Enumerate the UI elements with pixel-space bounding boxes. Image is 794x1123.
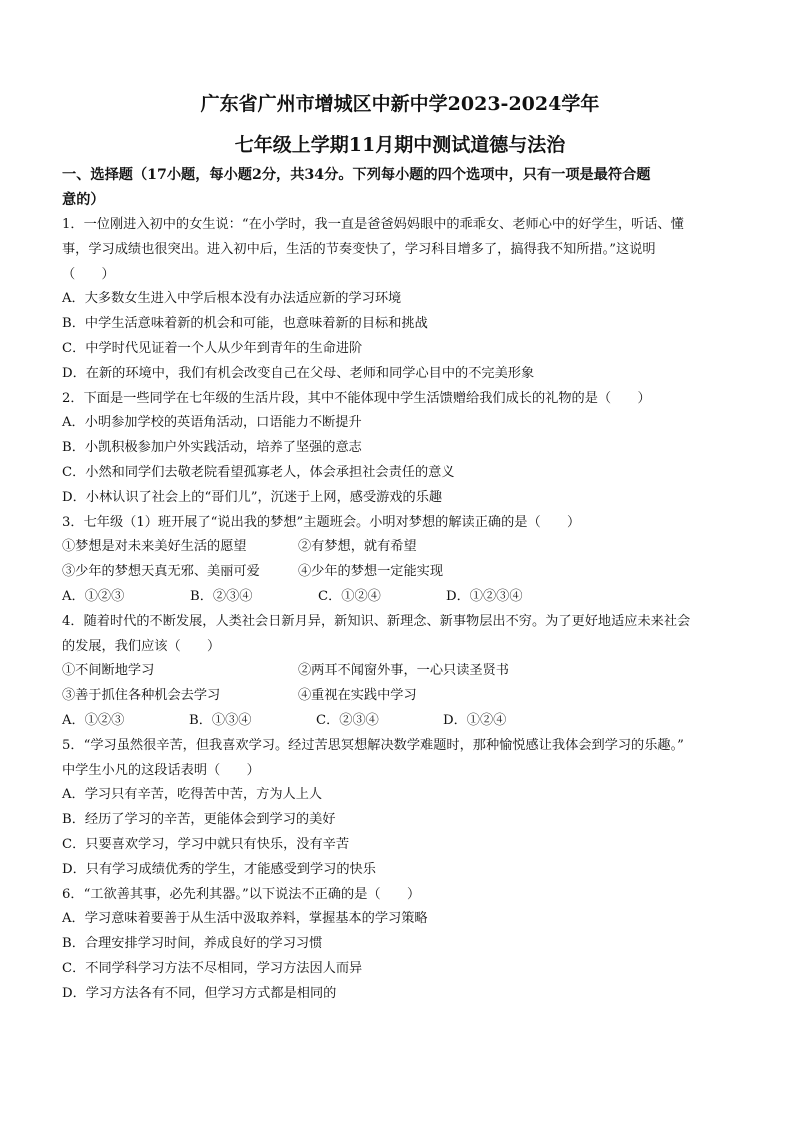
question-3 xyxy=(62,511,738,610)
option-a: A．学习意味着要善于从生活中汲取养料，掌握基本的学习策略 xyxy=(62,911,428,927)
option-c: C．①②④ xyxy=(318,588,381,604)
option-d: D．①②③④ xyxy=(446,588,523,604)
statement-3: ③善于抓住各种机会去学习 xyxy=(62,688,221,704)
options-row xyxy=(62,585,738,610)
statement-1: ①不间断地学习 xyxy=(62,663,155,679)
option-d: D．小林认识了社会上的“哥们儿”，沉迷于上网，感受游戏的乐趣 xyxy=(62,489,443,505)
question-stem: 事，学习成绩也很突出。进入初中后，生活的节奏变快了，学习科目增多了，搞得我不知所措。”这说明 xyxy=(62,241,656,257)
option-b: B．合理安排学习时间，养成良好的学习习惯 xyxy=(62,936,323,952)
option-a: A．大多数女生进入中学后根本没有办法适应新的学习环境 xyxy=(62,291,402,307)
answer-blank: （ ） xyxy=(62,266,115,282)
statement-4: ④重视在实践中学习 xyxy=(298,688,417,704)
statement-1: ①梦想是对未来美好生活的愿望 xyxy=(62,539,247,555)
option-b: B．②③④ xyxy=(190,588,253,604)
option-a: A．①②③ xyxy=(62,588,125,604)
option-c: C．②③④ xyxy=(316,712,379,728)
option-d: D．在新的环境中，我们有机会改变自己在父母、老师和同学心目中的不完美形象 xyxy=(62,365,535,381)
question-6 xyxy=(62,883,738,1007)
statement-4: ④少年的梦想一定能实现 xyxy=(298,564,444,580)
exam-page xyxy=(62,92,738,1007)
option-a: A．学习只有辛苦，吃得苦中苦，方为人上人 xyxy=(62,787,323,803)
question-stem: 5．“学习虽然很辛苦，但我喜欢学习。经过苦思冥想解决数学难题时，那种愉悦感让我体会到学习的乐趣。” xyxy=(62,737,684,753)
question-stem: 的发展，我们应该（ ） xyxy=(62,638,221,654)
question-stem: 4．随着时代的不断发展，人类社会日新月异，新知识、新理念、新事物层出不穷。为了更好地适应未来社会 xyxy=(62,613,691,629)
section-heading: 一、选择题（17小题，每小题2分，共34分。下列每小题的四个选项中，只有一项是最符合题 xyxy=(62,167,651,183)
option-c: C．中学时代见证着一个人从少年到青年的生命进阶 xyxy=(62,340,363,356)
question-stem: 6．“工欲善其事，必先利其器。”以下说法不正确的是（ ） xyxy=(62,886,421,902)
statement-row xyxy=(62,535,738,560)
question-4 xyxy=(62,610,738,734)
option-d: D．①②④ xyxy=(443,712,507,728)
statement-row xyxy=(62,659,738,684)
section-heading-cont: 意的） xyxy=(62,192,105,208)
option-a: A．小明参加学校的英语角活动，口语能力不断提升 xyxy=(62,415,362,431)
option-b: B．①③④ xyxy=(189,712,252,728)
option-b: B．经历了学习的辛苦，更能体会到学习的美好 xyxy=(62,812,336,828)
option-b: B．小凯积极参加户外实践活动，培养了坚强的意志 xyxy=(62,440,362,456)
question-1 xyxy=(62,213,738,387)
exam-title-line-2: 七年级上学期11月期中测试道德与法治 xyxy=(234,134,566,156)
question-stem: 3．七年级（1）班开展了“说出我的梦想”主题班会。小明对梦想的解读正确的是（ ） xyxy=(62,514,581,530)
question-stem: 2．下面是一些同学在七年级的生活片段，其中不能体现中学生活馈赠给我们成长的礼物的是（ ） xyxy=(62,390,651,406)
statement-row xyxy=(62,560,738,585)
option-d: D．学习方法各有不同，但学习方式都是相同的 xyxy=(62,985,337,1001)
statement-3: ③少年的梦想天真无邪、美丽可爱 xyxy=(62,564,260,580)
statement-2: ②有梦想，就有希望 xyxy=(298,539,417,555)
options-row xyxy=(62,709,738,734)
question-2 xyxy=(62,387,738,511)
option-d: D．只有学习成绩优秀的学生，才能感受到学习的快乐 xyxy=(62,861,376,877)
exam-title-line-1: 广东省广州市增城区中新中学2023-2024学年 xyxy=(200,93,600,115)
question-stem: 中学生小凡的这段话表明（ ） xyxy=(62,762,260,778)
option-c: C．小然和同学们去敬老院看望孤寡老人，体会承担社会责任的意义 xyxy=(62,464,455,480)
option-c: C．不同学科学习方法不尽相同，学习方法因人而异 xyxy=(62,960,363,976)
question-stem: 1．一位刚进入初中的女生说：“在小学时，我一直是爸爸妈妈眼中的乖乖女、老师心中的好学生，听话、懂 xyxy=(62,217,684,232)
option-b: B．中学生活意味着新的机会和可能，也意味着新的目标和挑战 xyxy=(62,316,428,332)
statement-row xyxy=(62,684,738,709)
question-5 xyxy=(62,734,738,883)
option-a: A．①②③ xyxy=(62,712,125,728)
option-c: C．只要喜欢学习，学习中就只有快乐，没有辛苦 xyxy=(62,836,350,852)
statement-2: ②两耳不闻窗外事，一心只读圣贤书 xyxy=(298,663,509,679)
